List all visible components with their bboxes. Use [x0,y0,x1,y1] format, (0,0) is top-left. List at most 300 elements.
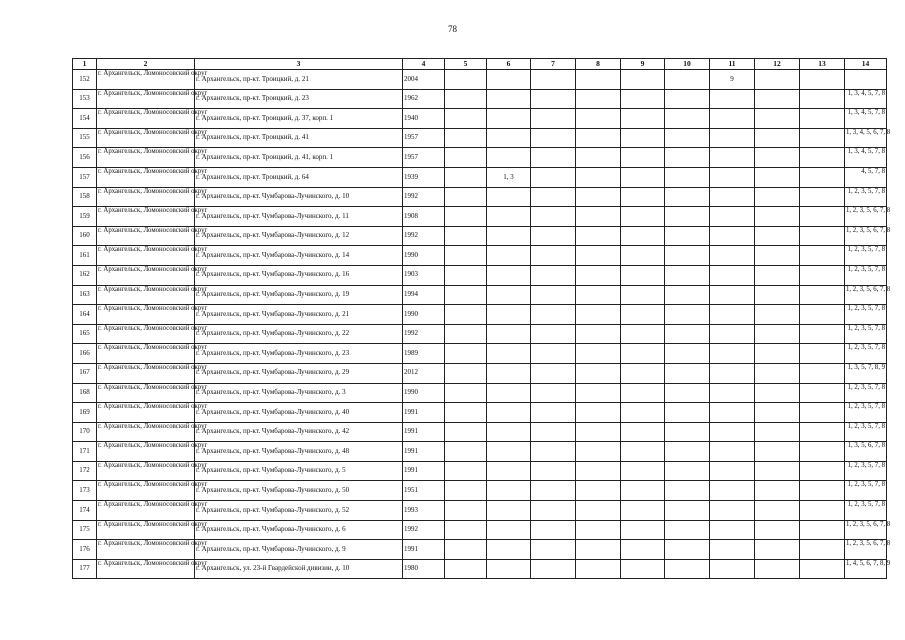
cell-col-9 [621,559,665,579]
header-row [73,59,887,70]
cell-col-13 [800,128,845,148]
cell-col-9 [621,481,665,501]
row-district: г. Архангельск, Ломоносовский округ [97,540,195,560]
cell-col-13 [800,207,845,227]
cell-col-5 [445,167,487,187]
cell-col-7 [531,305,576,325]
cell-col-6 [487,324,531,344]
row-number: 168 [73,383,97,403]
column-header-5: 5 [445,59,487,70]
row-year: 1991 [403,403,445,423]
cell-col-7 [531,403,576,423]
table-row [73,265,887,285]
cell-col-9 [621,383,665,403]
cell-col-10 [665,265,710,285]
cell-col-8 [576,520,621,540]
row-number: 177 [73,559,97,579]
cell-col-14: 1, 2, 3, 5, 6, 7, 8 [845,285,887,305]
cell-col-11 [710,207,755,227]
cell-col-5 [445,324,487,344]
cell-col-5 [445,520,487,540]
cell-col-13 [800,246,845,266]
row-year: 2012 [403,363,445,383]
cell-col-9 [621,540,665,560]
cell-col-6: 1, 3 [487,167,531,187]
cell-col-7 [531,265,576,285]
cell-col-12 [755,559,800,579]
row-year: 1951 [403,481,445,501]
cell-col-8 [576,422,621,442]
row-number: 173 [73,481,97,501]
column-header-14: 14 [845,59,887,70]
cell-col-12 [755,109,800,129]
row-year: 1962 [403,89,445,109]
cell-col-9 [621,285,665,305]
row-address: г. Архангельск, ул. 23-й Гвардейской дивизии, д. 10 [195,559,403,579]
cell-col-12 [755,207,800,227]
cell-col-7 [531,128,576,148]
cell-col-6 [487,305,531,325]
row-address: г. Архангельск, пр-кт. Троицкий, д. 41, корп. 1 [195,148,403,168]
cell-col-10 [665,167,710,187]
cell-col-12 [755,70,800,90]
cell-col-9 [621,226,665,246]
row-district: г. Архангельск, Ломоносовский округ [97,501,195,521]
row-number: 176 [73,540,97,560]
cell-col-6 [487,109,531,129]
cell-col-13 [800,520,845,540]
table-row [73,344,887,364]
cell-col-6 [487,89,531,109]
cell-col-5 [445,383,487,403]
cell-col-13 [800,422,845,442]
row-year: 1994 [403,285,445,305]
cell-col-9 [621,265,665,285]
column-header-7: 7 [531,59,576,70]
cell-col-11: 9 [710,70,755,90]
cell-col-12 [755,265,800,285]
table-row [73,363,887,383]
cell-col-5 [445,128,487,148]
row-district: г. Архангельск, Ломоносовский округ [97,324,195,344]
cell-col-14: 4, 5, 7, 8 [845,167,887,187]
row-district: г. Архангельск, Ломоносовский округ [97,285,195,305]
cell-col-6 [487,285,531,305]
cell-col-14: 1, 3, 5, 7, 8, 9 [845,363,887,383]
row-year: 1980 [403,559,445,579]
cell-col-7 [531,109,576,129]
row-district: г. Архангельск, Ломоносовский округ [97,89,195,109]
cell-col-9 [621,167,665,187]
row-district: г. Архангельск, Ломоносовский округ [97,442,195,462]
cell-col-5 [445,344,487,364]
cell-col-7 [531,226,576,246]
cell-col-11 [710,265,755,285]
table-row [73,207,887,227]
row-year: 1940 [403,109,445,129]
table-row [73,540,887,560]
cell-col-12 [755,501,800,521]
table-row [73,442,887,462]
cell-col-12 [755,285,800,305]
page-number: 78 [448,24,457,34]
row-district: г. Архангельск, Ломоносовский округ [97,265,195,285]
cell-col-14: 1, 3, 4, 5, 7, 8 [845,148,887,168]
cell-col-5 [445,285,487,305]
table-body [73,70,891,579]
row-address: г. Архангельск, пр-кт. Троицкий, д. 41 [195,128,403,148]
cell-col-12 [755,167,800,187]
cell-col-6 [487,70,531,90]
cell-col-8 [576,461,621,481]
cell-col-14: 1, 2, 3, 5, 7, 8 [845,501,887,521]
cell-col-10 [665,461,710,481]
cell-col-9 [621,501,665,521]
cell-col-11 [710,344,755,364]
cell-col-14 [845,70,887,90]
row-number: 153 [73,89,97,109]
cell-col-13 [800,305,845,325]
cell-col-6 [487,540,531,560]
cell-col-8 [576,265,621,285]
row-address: г. Архангельск, пр-кт. Чумбарова-Лучинского, д. 19 [195,285,403,305]
row-address: г. Архангельск, пр-кт. Чумбарова-Лучинского, д. 16 [195,265,403,285]
row-district: г. Архангельск, Ломоносовский округ [97,559,195,579]
row-year: 1991 [403,540,445,560]
cell-col-5 [445,442,487,462]
cell-col-12 [755,148,800,168]
cell-col-13 [800,363,845,383]
column-header-11: 11 [710,59,755,70]
cell-col-6 [487,481,531,501]
cell-col-13 [800,481,845,501]
cell-col-9 [621,422,665,442]
table-row [73,167,887,187]
cell-col-5 [445,422,487,442]
cell-col-12 [755,442,800,462]
cell-col-6 [487,501,531,521]
row-district: г. Архангельск, Ломоносовский округ [97,246,195,266]
row-address: г. Архангельск, пр-кт. Чумбарова-Лучинского, д. 22 [195,324,403,344]
cell-col-13 [800,187,845,207]
row-district: г. Архангельск, Ломоносовский округ [97,403,195,423]
cell-col-13 [800,344,845,364]
table-row [73,383,887,403]
cell-col-7 [531,461,576,481]
row-address: г. Архангельск, пр-кт. Троицкий, д. 37, корп. 1 [195,109,403,129]
cell-col-7 [531,207,576,227]
row-district: г. Архангельск, Ломоносовский округ [97,70,195,90]
cell-col-5 [445,109,487,129]
table-row [73,461,887,481]
cell-col-14: 1, 2, 3, 5, 7, 8 [845,422,887,442]
cell-col-12 [755,422,800,442]
cell-col-8 [576,383,621,403]
cell-col-10 [665,226,710,246]
row-address: г. Архангельск, пр-кт. Чумбарова-Лучинского, д. 5 [195,461,403,481]
cell-col-5 [445,207,487,227]
row-number: 175 [73,520,97,540]
row-address: г. Архангельск, пр-кт. Троицкий, д. 23 [195,89,403,109]
cell-col-8 [576,481,621,501]
cell-col-6 [487,148,531,168]
table-row [73,128,887,148]
cell-col-7 [531,501,576,521]
cell-col-5 [445,501,487,521]
cell-col-12 [755,226,800,246]
cell-col-11 [710,167,755,187]
cell-col-9 [621,363,665,383]
cell-col-7 [531,481,576,501]
cell-col-10 [665,403,710,423]
row-year: 1989 [403,344,445,364]
cell-col-8 [576,246,621,266]
cell-col-9 [621,344,665,364]
row-address: г. Архангельск, пр-кт. Чумбарова-Лучинского, д. 11 [195,207,403,227]
column-header-6: 6 [487,59,531,70]
cell-col-11 [710,187,755,207]
row-address: г. Архангельск, пр-кт. Чумбарова-Лучинского, д. 48 [195,442,403,462]
cell-col-10 [665,481,710,501]
cell-col-14: 1, 2, 3, 5, 7, 8 [845,383,887,403]
row-district: г. Архангельск, Ломоносовский округ [97,167,195,187]
cell-col-12 [755,383,800,403]
cell-col-11 [710,363,755,383]
row-district: г. Архангельск, Ломоносовский округ [97,305,195,325]
cell-col-11 [710,226,755,246]
cell-col-10 [665,305,710,325]
cell-col-5 [445,559,487,579]
cell-col-11 [710,520,755,540]
cell-col-13 [800,226,845,246]
cell-col-14: 1, 2, 3, 5, 7, 8 [845,187,887,207]
cell-col-14: 1, 2, 3, 5, 7, 8 [845,246,887,266]
cell-col-12 [755,344,800,364]
row-year: 1908 [403,207,445,227]
column-header-8: 8 [576,59,621,70]
table-row [73,501,887,521]
row-district: г. Архангельск, Ломоносовский округ [97,109,195,129]
cell-col-6 [487,461,531,481]
cell-col-10 [665,128,710,148]
cell-col-9 [621,148,665,168]
row-number: 161 [73,246,97,266]
cell-col-11 [710,442,755,462]
cell-col-6 [487,383,531,403]
cell-col-8 [576,501,621,521]
row-year: 1903 [403,265,445,285]
table-row [73,481,887,501]
cell-col-10 [665,344,710,364]
cell-col-8 [576,109,621,129]
cell-col-13 [800,501,845,521]
row-number: 170 [73,422,97,442]
cell-col-8 [576,187,621,207]
column-header-10: 10 [665,59,710,70]
cell-col-8 [576,167,621,187]
cell-col-5 [445,265,487,285]
cell-col-10 [665,520,710,540]
cell-col-12 [755,540,800,560]
cell-col-13 [800,442,845,462]
cell-col-5 [445,363,487,383]
cell-col-12 [755,305,800,325]
cell-col-9 [621,89,665,109]
row-year: 1991 [403,442,445,462]
cell-col-11 [710,403,755,423]
cell-col-5 [445,403,487,423]
row-number: 158 [73,187,97,207]
row-address: г. Архангельск, пр-кт. Чумбарова-Лучинского, д. 52 [195,501,403,521]
row-year: 1992 [403,187,445,207]
housing-registry-table [72,58,891,579]
cell-col-14: 1, 2, 3, 5, 6, 7, 8 [845,540,887,560]
row-year: 1992 [403,226,445,246]
row-address: г. Архангельск, пр-кт. Чумбарова-Лучинского, д. 10 [195,187,403,207]
cell-col-10 [665,422,710,442]
cell-col-12 [755,324,800,344]
cell-col-12 [755,128,800,148]
cell-col-10 [665,442,710,462]
cell-col-8 [576,148,621,168]
table-row [73,246,887,266]
row-number: 152 [73,70,97,90]
cell-col-5 [445,148,487,168]
row-address: г. Архангельск, пр-кт. Чумбарова-Лучинского, д. 12 [195,226,403,246]
cell-col-10 [665,207,710,227]
table-row [73,403,887,423]
cell-col-11 [710,559,755,579]
row-address: г. Архангельск, пр-кт. Чумбарова-Лучинского, д. 14 [195,246,403,266]
row-address: г. Архангельск, пр-кт. Чумбарова-Лучинского, д. 50 [195,481,403,501]
row-number: 160 [73,226,97,246]
table-row [73,324,887,344]
column-header-13: 13 [800,59,845,70]
cell-col-8 [576,226,621,246]
cell-col-13 [800,559,845,579]
cell-col-14: 1, 2, 3, 5, 7, 8 [845,324,887,344]
cell-col-10 [665,148,710,168]
cell-col-8 [576,540,621,560]
cell-col-10 [665,363,710,383]
cell-col-12 [755,481,800,501]
cell-col-14: 1, 2, 3, 5, 6, 7, 8 [845,226,887,246]
cell-col-9 [621,461,665,481]
cell-col-8 [576,89,621,109]
cell-col-10 [665,559,710,579]
cell-col-14: 1, 3, 4, 5, 6, 7, 8 [845,128,887,148]
row-district: г. Архангельск, Ломоносовский округ [97,148,195,168]
row-address: г. Архангельск, пр-кт. Чумбарова-Лучинского, д. 3 [195,383,403,403]
cell-col-7 [531,540,576,560]
cell-col-11 [710,324,755,344]
row-number: 156 [73,148,97,168]
cell-col-6 [487,403,531,423]
row-address: г. Архангельск, пр-кт. Чумбарова-Лучинского, д. 23 [195,344,403,364]
cell-col-14: 1, 3, 5, 6, 7, 8 [845,442,887,462]
cell-col-6 [487,226,531,246]
row-address: г. Архангельск, пр-кт. Троицкий, д. 21 [195,70,403,90]
cell-col-6 [487,246,531,266]
row-year: 1991 [403,461,445,481]
cell-col-12 [755,89,800,109]
cell-col-12 [755,187,800,207]
column-header-9: 9 [621,59,665,70]
row-district: г. Архангельск, Ломоносовский округ [97,187,195,207]
row-number: 157 [73,167,97,187]
row-number: 166 [73,344,97,364]
cell-col-10 [665,70,710,90]
cell-col-13 [800,265,845,285]
table-row [73,520,887,540]
cell-col-12 [755,363,800,383]
cell-col-8 [576,70,621,90]
cell-col-7 [531,187,576,207]
cell-col-11 [710,109,755,129]
table-row [73,148,887,168]
cell-col-11 [710,285,755,305]
cell-col-8 [576,285,621,305]
cell-col-5 [445,540,487,560]
cell-col-8 [576,207,621,227]
row-address: г. Архангельск, пр-кт. Троицкий, д. 64 [195,167,403,187]
cell-col-9 [621,187,665,207]
cell-col-13 [800,403,845,423]
row-number: 154 [73,109,97,129]
cell-col-11 [710,422,755,442]
row-year: 2004 [403,70,445,90]
cell-col-12 [755,246,800,266]
cell-col-9 [621,305,665,325]
cell-col-9 [621,70,665,90]
cell-col-13 [800,109,845,129]
cell-col-9 [621,324,665,344]
cell-col-7 [531,363,576,383]
cell-col-7 [531,89,576,109]
row-number: 164 [73,305,97,325]
cell-col-5 [445,305,487,325]
row-address: г. Архангельск, пр-кт. Чумбарова-Лучинского, д. 42 [195,422,403,442]
row-number: 165 [73,324,97,344]
cell-col-5 [445,246,487,266]
row-year: 1992 [403,520,445,540]
cell-col-6 [487,422,531,442]
table-row [73,305,887,325]
cell-col-8 [576,442,621,462]
cell-col-6 [487,520,531,540]
cell-col-10 [665,187,710,207]
row-district: г. Архангельск, Ломоносовский округ [97,383,195,403]
cell-col-13 [800,70,845,90]
cell-col-8 [576,324,621,344]
cell-col-7 [531,167,576,187]
cell-col-9 [621,246,665,266]
cell-col-14: 1, 2, 3, 5, 7, 8 [845,481,887,501]
cell-col-13 [800,540,845,560]
table-row [73,559,887,579]
cell-col-6 [487,207,531,227]
row-number: 162 [73,265,97,285]
row-district: г. Архангельск, Ломоносовский округ [97,461,195,481]
table-row [73,285,887,305]
cell-col-7 [531,520,576,540]
cell-col-10 [665,324,710,344]
cell-col-10 [665,540,710,560]
cell-col-6 [487,187,531,207]
cell-col-6 [487,442,531,462]
cell-col-6 [487,344,531,364]
cell-col-11 [710,305,755,325]
